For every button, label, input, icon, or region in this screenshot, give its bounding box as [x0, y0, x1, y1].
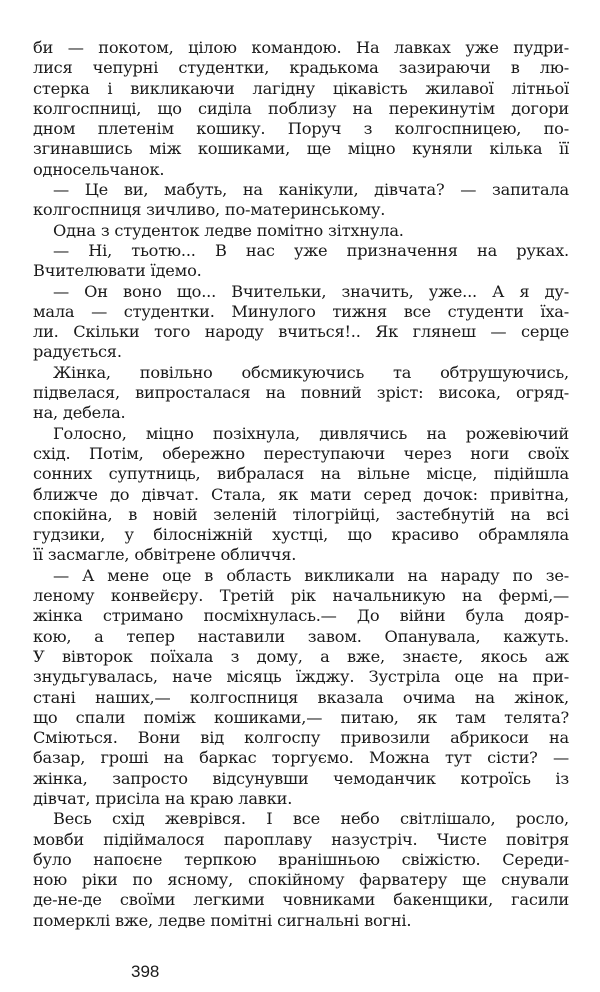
text-line: У вівторок поїхала з дому, а вже, знаєте, якось аж	[33, 646, 569, 666]
text-line: Жінка, повільно обсмикуючись та обтрушуючись,	[53, 362, 569, 382]
text-line: померклі вже, ледве помітні сигнальні вогні.	[33, 910, 412, 930]
text-line: — А мене оце в область викликали на нараду по зе-	[53, 565, 569, 585]
text-line: Весь схід жеврівся. І все небо світлішало, росло,	[53, 809, 569, 829]
text-line: Одна з студенток ледве помітно зітхнула.	[53, 220, 404, 240]
text-line: колгоспниці, що сиділа поблизу на перекинутім догори	[33, 98, 569, 118]
text-line: мала — студентки. Минулого тижня все студенти їха-	[33, 301, 569, 321]
text-line: лися чепурні студентки, крадькома зазираючи в лю-	[33, 58, 569, 78]
text-line: схід. Потім, обережно переступаючи через ноги своїх	[33, 443, 569, 463]
paragraph	[33, 38, 569, 180]
text-line: її засмагле, обвітрене обличчя.	[33, 545, 297, 565]
text-line: сонних супутниць, вибралася на вільне місце, підійшла	[33, 464, 569, 484]
text-line: ближче до дівчат. Стала, як мати серед дочок: привітна,	[33, 484, 569, 504]
text-line: односельчанок.	[33, 159, 165, 179]
text-line: — Це ви, мабуть, на канікули, дівчата? — запитала	[53, 180, 569, 200]
text-line: на, дебела.	[33, 403, 126, 423]
text-line: кою, а тепер наставили завом. Опанувала, кажуть.	[33, 626, 569, 646]
text-line: знудьгувалась, наче місяць їжджу. Зустріла оце на при-	[33, 667, 569, 687]
text-line: би — покотом, цілою командою. На лавках уже пудри-	[33, 38, 569, 57]
text-line: ли. Скільки того народу вчиться!.. Як глянеш — серце	[33, 322, 569, 342]
text-line: мовби підіймалося пароплаву назустріч. Чисте повітря	[33, 829, 569, 849]
text-line: згинавшись між кошиками, ще міцно куняли кілька її	[33, 139, 569, 159]
text-line: Сміються. Вони від колгоспу привозили абрикоси на	[33, 728, 569, 748]
text-line: ною ріки по ясному, спокійному фарватеру ще снували	[33, 870, 569, 890]
text-line: жінка, запросто відсунувши чемоданчик котроїсь із	[33, 768, 569, 788]
text-line: дном плетенім кошику. Поруч з колгоспницею, по-	[33, 119, 569, 139]
text-line: було напоєне терпкою вранішньою свіжістю. Середи-	[33, 849, 569, 869]
text-line: стерка і викликаючи лагідну цікавість жилавої літньої	[33, 78, 569, 98]
text-line: — Ні, тьотю... В нас уже призначення на руках.	[53, 240, 569, 260]
text-line: базар, гроші на баркас торгуємо. Можна тут сісти? —	[33, 748, 569, 768]
text-line: леному конвейєру. Третій рік начальникую на фермі,—	[33, 586, 569, 606]
paragraph	[33, 363, 569, 424]
text-line: стані наших,— колгоспниця вказала очима на жінок,	[33, 687, 569, 707]
paragraph	[33, 221, 569, 241]
page-number: 398	[131, 962, 160, 981]
text-line: Голосно, міцно позіхнула, дивлячись на рожевіючий	[53, 423, 569, 443]
paragraph	[33, 241, 569, 282]
text-line: підвелася, випросталася на повний зріст: висока, огряд-	[33, 383, 569, 403]
text-line: дівчат, присіла на краю лавки.	[33, 788, 293, 808]
paragraph	[33, 566, 569, 810]
text-line: гудзики, у білосніжній хустці, що красиво обрамляла	[33, 525, 569, 545]
paragraph	[33, 282, 569, 363]
text-line: Вчителювати їдемо.	[33, 261, 202, 281]
text-line: що спали поміж кошиками,— питаю, як там телята?	[33, 707, 569, 727]
text-line: жінка стримано посміхнулась.— До війни була дояр-	[33, 606, 569, 626]
book-page-text	[33, 38, 569, 931]
text-line: колгоспниця зичливо, по-материнському.	[33, 200, 386, 220]
text-line: де-не-де своїми легкими човниками бакенщики, гасили	[33, 890, 569, 910]
text-line: — Он воно що... Вчительки, значить, уже... А я ду-	[53, 281, 569, 301]
paragraph	[33, 809, 569, 931]
paragraph	[33, 424, 569, 566]
text-line: спокійна, в новій зеленій тілогрійці, застебнутій на всі	[33, 504, 569, 524]
text-line: радується.	[33, 342, 122, 362]
paragraph	[33, 180, 569, 221]
